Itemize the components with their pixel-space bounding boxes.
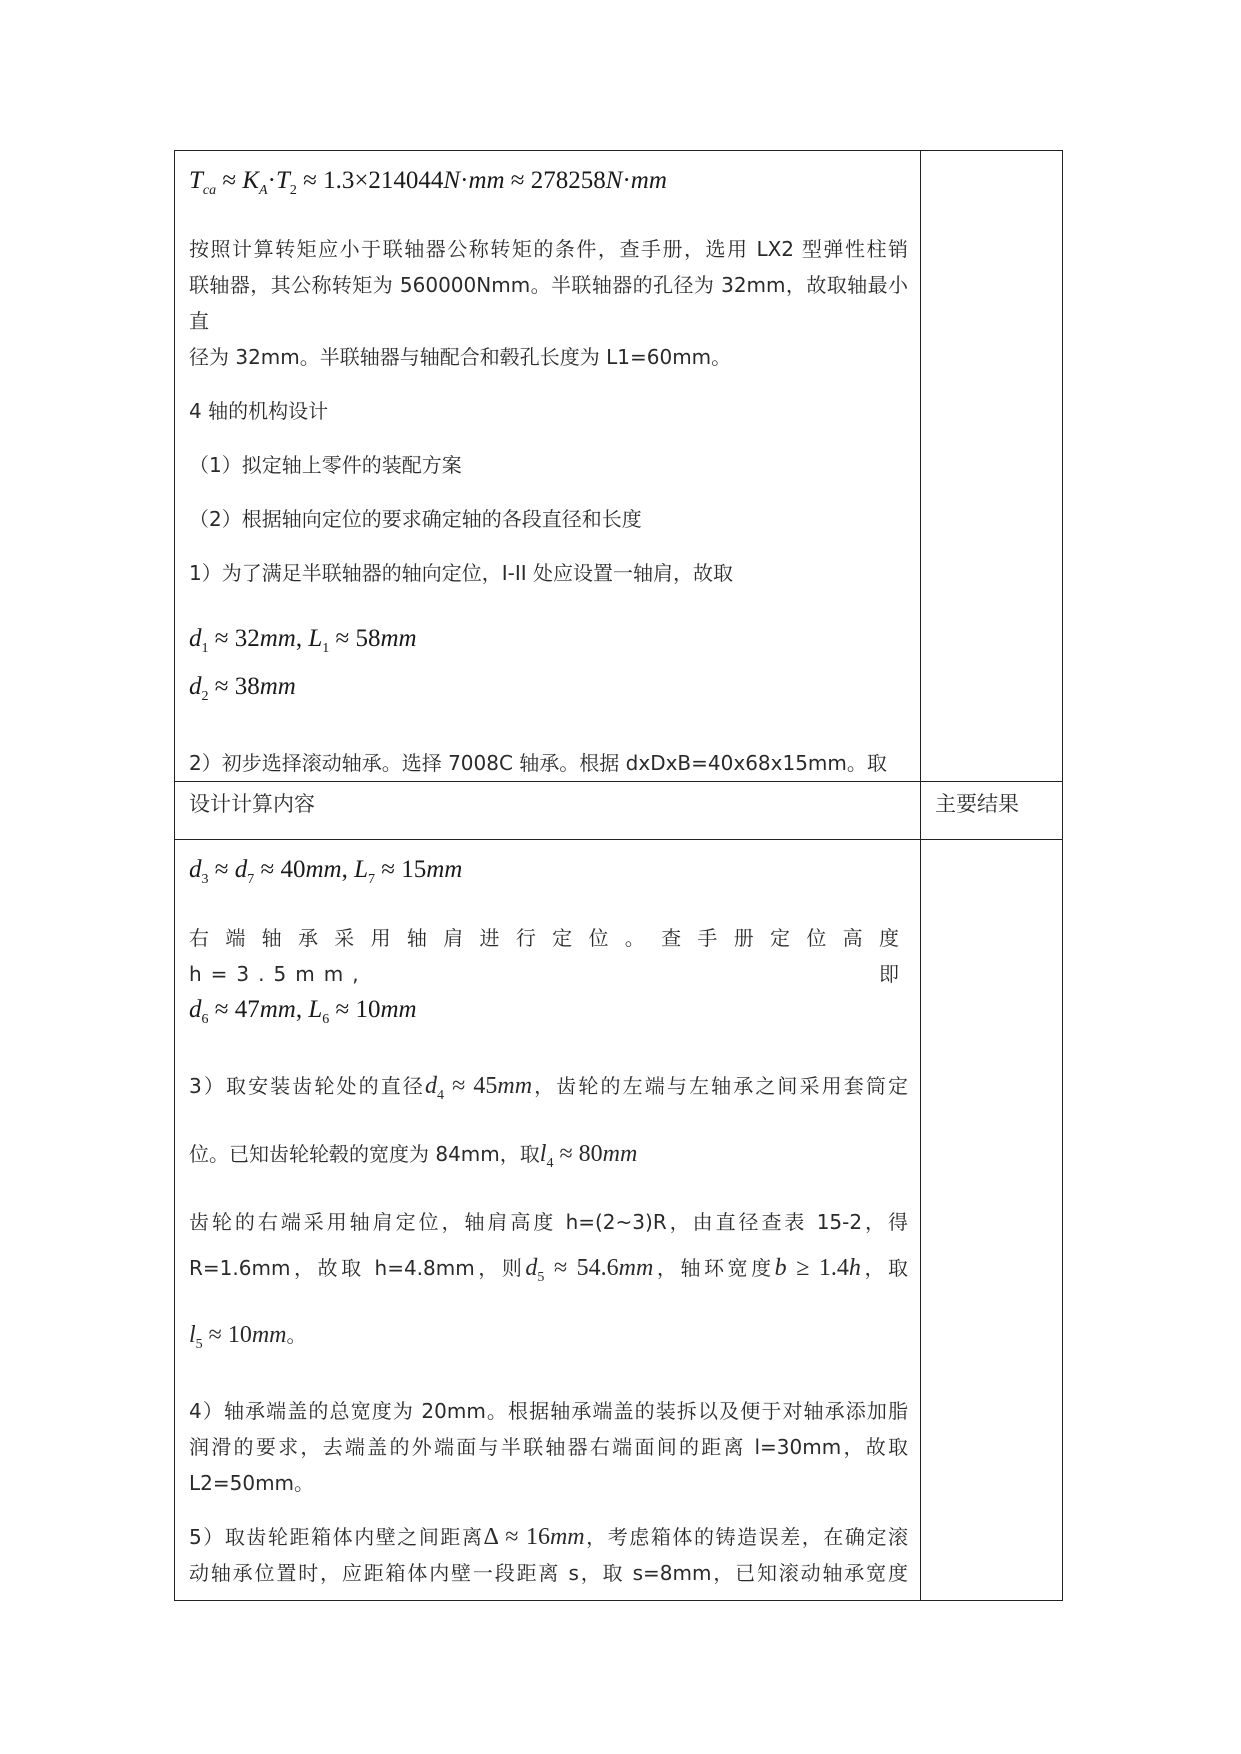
paragraph-right-bearing: 右端轴承采用轴肩进行定位。查手册定位高度 h=3.5mm, 即 xyxy=(189,926,908,986)
step-1-text: 1）为了满足半联轴器的轴向定位，I-II 处应设置一轴肩，故取 xyxy=(189,561,733,585)
result-cell-top xyxy=(921,151,1063,782)
formula-delta: Δ ≈ 16mm xyxy=(483,1524,585,1551)
header-main-results: 主要结果 xyxy=(921,782,1063,840)
formula-b-ratio: b ≥ 1.4h xyxy=(774,1254,861,1281)
formula-d1-l1: $d_1 \approx 32mm$, $L_1 \approx 58mm$ xyxy=(189,625,417,656)
item-assembly-plan: （1）拟定轴上零件的装配方案 xyxy=(189,453,462,477)
formula-d2: $d_2 \approx 38mm$ xyxy=(189,673,296,704)
step-2-text: 2）初步选择滚动轴承。选择 7008C 轴承。根据 dxDxB=40x68x15mm。取 xyxy=(189,751,887,775)
formula-d4: $d_4 \approx 45mm$ xyxy=(424,1073,533,1103)
formula-l5-line: $l_5 \approx 10mm$。 xyxy=(189,1322,307,1353)
item-diameter-length: （2）根据轴向定位的要求确定轴的各段直径和长度 xyxy=(189,507,642,531)
formula-tca: $T_{ca} \approx K_A\cdot T_2 \approx 1.3\times 214044N\cdot mm \approx 278258N\cdot mm$ xyxy=(189,167,667,198)
content-row-bottom xyxy=(175,840,1063,1601)
step-5-line1: 5）取齿轮距箱体内壁之间距离Δ ≈ 16mm，考虑箱体的铸造误差，在确定滚 xyxy=(189,1524,909,1551)
content-cell-bottom xyxy=(175,840,921,1601)
formula-d3-d7-l7: $d_3 \approx d_7 \approx 40mm$, $L_7 \approx 15mm$ xyxy=(189,856,463,887)
paragraph-gear-right-line2: R=1.6mm，故取 h=4.8mm，则$d_5 \approx 54.6mm$，轴环宽度b ≥ 1.4h，取 xyxy=(189,1254,909,1285)
paragraph-coupling-line1: 按照计算转矩应小于联轴器公称转矩的条件，查手册，选用 LX2 型弹性柱销 xyxy=(189,237,908,261)
formula-l5: $l_5 \approx 10mm$ xyxy=(189,1322,287,1353)
paragraph-coupling-line2: 联轴器，其公称转矩为 560000Nmm。半联轴器的孔径为 32mm，故取轴最小直 xyxy=(189,273,908,333)
formula-d6-l6: $d_6 \approx 47mm$, $L_6 \approx 10mm$ xyxy=(189,996,417,1027)
result-cell-bottom xyxy=(921,840,1063,1601)
step-4-line3: L2=50mm。 xyxy=(189,1471,315,1496)
paragraph-coupling-line3: 径为 32mm。半联轴器与轴配合和毂孔长度为 L1=60mm。 xyxy=(189,345,732,369)
content-row-top xyxy=(175,151,1063,782)
step-4-line2: 润滑的要求，去端盖的外端面与半联轴器右端面间的距离 l=30mm，故取 xyxy=(189,1435,908,1460)
header-design-content: 设计计算内容 xyxy=(175,782,921,840)
heading-shaft-design: 4 轴的机构设计 xyxy=(189,399,329,423)
paragraph-gear-right-line1: 齿轮的右端采用轴肩定位，轴肩高度 h=(2~3)R，由直径查表 15-2，得 xyxy=(189,1209,908,1234)
formula-l4: $l_4 \approx 80mm$ xyxy=(539,1140,638,1171)
step-5-line2: 动轴承位置时，应距箱体内壁一段距离 s，取 s=8mm，已知滚动轴承宽度 xyxy=(189,1561,908,1586)
formula-d5: $d_5 \approx 54.6mm$ xyxy=(525,1254,654,1285)
step-3-line2: 位。已知齿轮轮毂的宽度为 84mm，取$l_4 \approx 80mm$ xyxy=(189,1140,638,1171)
header-row xyxy=(175,782,1063,840)
step-3-line1: 3）取安装齿轮处的直径$d_4 \approx 45mm$，齿轮的左端与左轴承之间采用套筒定 xyxy=(189,1073,909,1103)
content-cell-top xyxy=(175,151,921,782)
step-4-line1: 4）轴承端盖的总宽度为 20mm。根据轴承端盖的装拆以及便于对轴承添加脂 xyxy=(189,1399,908,1424)
design-table xyxy=(174,150,1063,1601)
